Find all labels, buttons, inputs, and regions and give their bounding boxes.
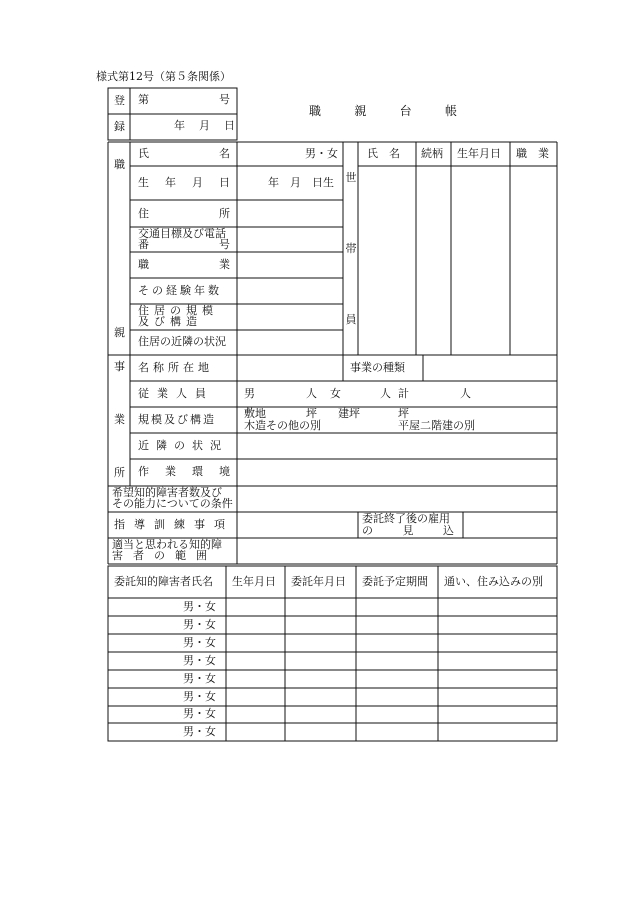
employees-unit-total: 人 xyxy=(460,387,471,400)
business-side-2: 業 xyxy=(114,413,125,426)
gender-option: 男・女 xyxy=(305,147,338,160)
training-label: 指導訓練事項 xyxy=(114,518,234,531)
household-side-2: 帯 xyxy=(345,242,357,255)
entrust-row-gender: 男・女 xyxy=(183,636,216,649)
shokushin-side-bottom: 親 xyxy=(114,326,125,339)
after-employment-label-line1: 委託終了後の雇用 xyxy=(362,512,450,525)
title-char-1: 職 xyxy=(309,104,322,118)
floors-label: 平屋二階建の別 xyxy=(398,419,475,432)
registration-number xyxy=(138,94,230,107)
contact-label-line1: 交通目標及び電話 xyxy=(138,227,226,240)
occupation-label: 職 業 xyxy=(138,258,230,271)
page-title xyxy=(309,102,457,119)
desired-count-label-line2: その能力についての条件 xyxy=(112,497,233,510)
registration-year: 年 xyxy=(174,119,185,132)
registration-side-top: 登 xyxy=(114,94,125,107)
entrust-row-gender: 男・女 xyxy=(183,707,216,720)
employees-unit-female: 人 xyxy=(380,387,391,400)
building-tsubo: 坪 xyxy=(398,407,409,420)
registration-date xyxy=(174,120,235,133)
address-label: 住 所 xyxy=(138,207,230,220)
business-type-label: 事業の種類 xyxy=(350,361,405,374)
entrust-row-gender: 男・女 xyxy=(183,600,216,613)
entrust-row-gender: 男・女 xyxy=(183,654,216,667)
registration-number-suffix: 号 xyxy=(219,93,230,106)
entrust-row-gender: 男・女 xyxy=(183,618,216,631)
employees-female-label: 女 xyxy=(330,387,341,400)
entrust-header-commute: 通い、住み込みの別 xyxy=(444,575,543,588)
entrust-header-entrust-date: 委託年月日 xyxy=(291,575,346,588)
entrust-header-period: 委託予定期間 xyxy=(362,575,428,588)
title-char-4: 帳 xyxy=(444,104,457,118)
registration-day: 日 xyxy=(224,119,235,132)
registration-month: 月 xyxy=(199,119,210,132)
contact-label-line2: 番 号 xyxy=(138,238,230,251)
residence-label-line2: 及び構造 xyxy=(138,315,202,328)
household-side-1: 世 xyxy=(345,171,357,184)
scope-label-line1: 適当と思われる知的障 xyxy=(112,538,222,551)
form-number-label: 様式第12号（第５条関係） xyxy=(96,70,231,83)
business-location-label: 名称所在地 xyxy=(138,361,213,374)
site-label: 敷地 xyxy=(244,407,266,420)
household-header-occupation: 職 業 xyxy=(516,147,549,160)
title-char-2: 親 xyxy=(354,104,367,118)
experience-label: その経験年数 xyxy=(138,284,222,297)
desired-count-label-line1: 希望知的障害者数及び xyxy=(112,486,222,499)
site-tsubo: 坪 xyxy=(306,407,317,420)
scope-label-line2: 害者の範囲 xyxy=(112,549,217,562)
employees-unit-male: 人 xyxy=(306,387,317,400)
neighborhood-label: 住居の近隣の状況 xyxy=(138,335,226,348)
entrust-row-gender: 男・女 xyxy=(183,672,216,685)
entrust-header-name: 委託知的障害者氏名 xyxy=(114,575,213,588)
household-header-name: 氏 名 xyxy=(367,147,400,160)
registration-side-bottom: 録 xyxy=(114,120,125,133)
entrust-header-birthdate: 生年月日 xyxy=(232,575,276,588)
building-area-label: 建坪 xyxy=(338,407,360,420)
birthdate-value: 年 月 日生 xyxy=(268,176,334,189)
structure-label: 規模及び構造 xyxy=(138,413,216,426)
after-employment-label-line2: の 見 込 xyxy=(362,524,454,537)
registration-number-prefix: 第 xyxy=(138,93,149,106)
employees-total-label: 計 xyxy=(398,387,409,400)
business-side-1: 事 xyxy=(114,360,125,373)
entrust-row-gender: 男・女 xyxy=(183,690,216,703)
entrust-row-gender: 男・女 xyxy=(183,725,216,738)
business-side-3: 所 xyxy=(114,466,125,479)
business-neighborhood-label: 近隣の状況 xyxy=(138,439,228,452)
employees-label: 従業人員 xyxy=(138,387,214,400)
household-header-relation: 続柄 xyxy=(421,147,443,160)
shokushin-side-top: 職 xyxy=(114,158,125,171)
construction-label: 木造その他の別 xyxy=(244,419,321,432)
birthdate-label: 生 年 月 日 xyxy=(138,176,230,189)
household-header-birthdate: 生年月日 xyxy=(457,147,501,160)
name-label: 氏 名 xyxy=(138,147,230,160)
residence-label-line1: 住居の規模 xyxy=(138,304,218,317)
work-environment-label: 作業環境 xyxy=(138,465,246,478)
title-char-3: 台 xyxy=(399,104,412,118)
household-side-3: 員 xyxy=(345,313,357,326)
employees-male-label: 男 xyxy=(244,387,255,400)
